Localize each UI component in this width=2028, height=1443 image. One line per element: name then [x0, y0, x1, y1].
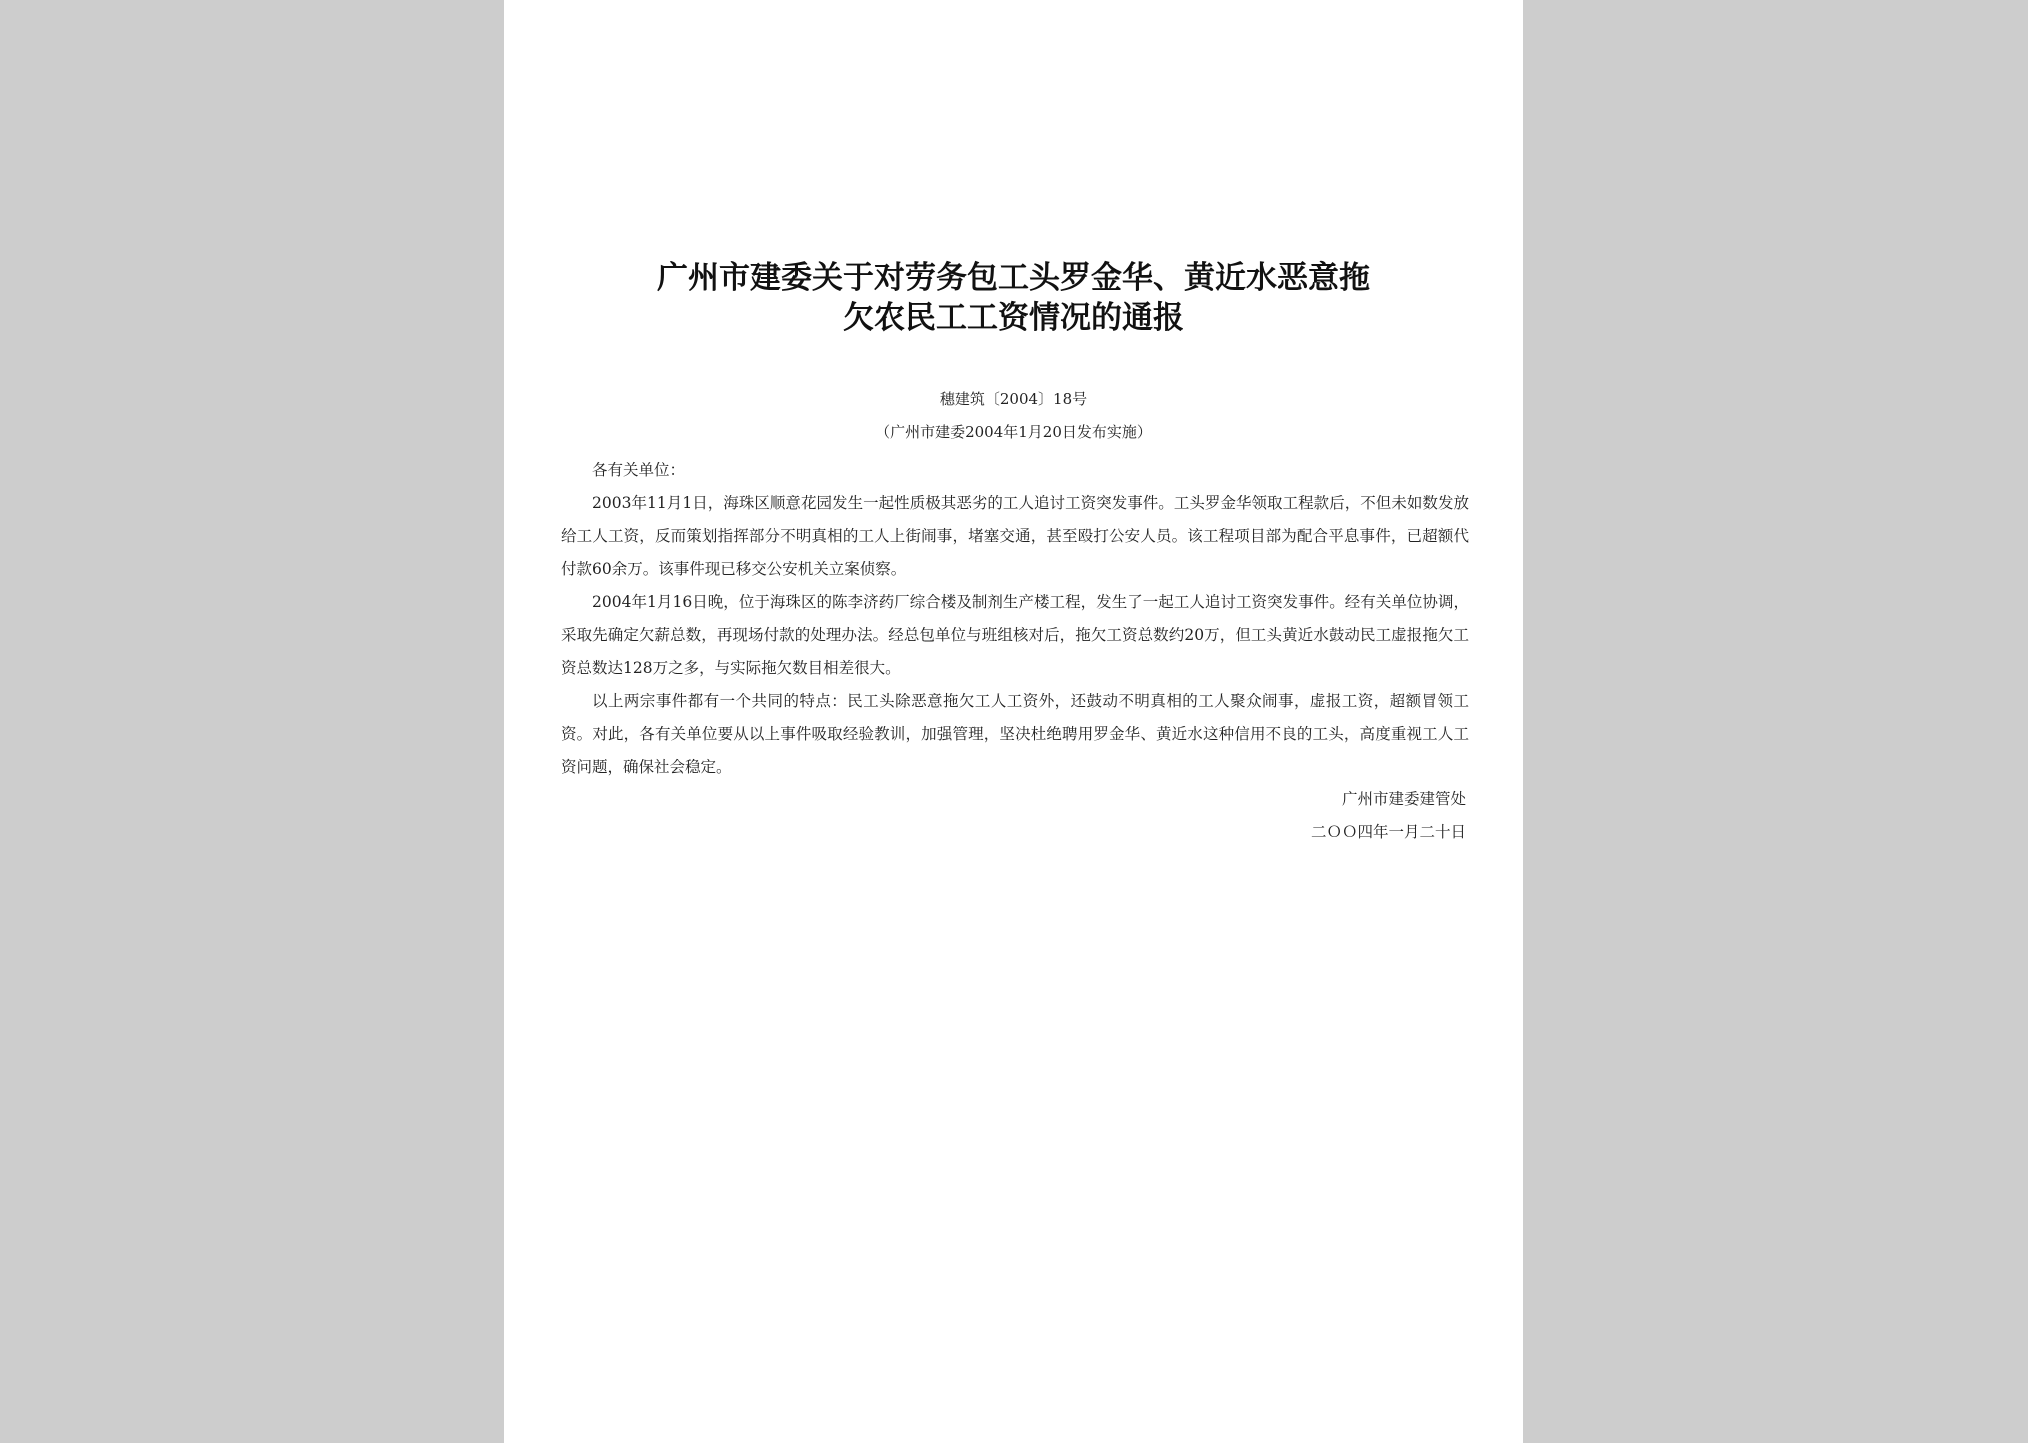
salutation: 各有关单位： [592, 461, 686, 479]
body-paragraph-3: 以上两宗事件都有一个共同的特点：民工头除恶意拖欠工人工资外，还鼓动不明真相的工人聚众闹事，虚报工资，超额冒领工资。对此，各有关单位要从以上事件吸取经验教训，加强管理，坚决杜绝聘用罗金华、黄近水这种信用不良的工头，高度重视工人工资问题，确保社会稳定。 [561, 692, 1469, 776]
document-number: 穗建筑〔2004〕18号 [939, 390, 1088, 408]
document-body [561, 454, 1469, 784]
body-paragraph-2: 2004年1月16日晚，位于海珠区的陈李济药厂综合楼及制剂生产楼工程，发生了一起工人追讨工资突发事件。经有关单位协调，采取先确定欠薪总数，再现场付款的处理办法。经总包单位与班组核对后，拖欠工资总数约20万，但工头黄近水鼓动民工虚报拖欠工资总数达128万之多，与实际拖欠数目相差很大。 [561, 593, 1469, 677]
document-title [504, 258, 1523, 338]
signature-date: 二ＯＯ四年一月二十日 [1310, 823, 1466, 841]
body-paragraph-1: 2003年11月1日，海珠区顺意花园发生一起性质极其恶劣的工人追讨工资突发事件。工头罗金华领取工程款后，不但未如数发放给工人工资，反而策划指挥部分不明真相的工人上街闹事，堵塞交通，甚至殴打公安人员。该工程项目部为配合平息事件，已超额代付款60余万。该事件现已移交公安机关立案侦察。 [561, 494, 1469, 578]
issued-note: （广州市建委2004年1月20日发布实施） [875, 423, 1152, 441]
signature-block [1311, 783, 1466, 849]
document-page [504, 0, 1523, 1443]
signature-org: 广州市建委建管处 [1341, 790, 1466, 808]
title-line-2: 欠农民工工资情况的通报 [843, 300, 1184, 336]
title-line-1: 广州市建委关于对劳务包工头罗金华、黄近水恶意拖 [657, 260, 1370, 296]
